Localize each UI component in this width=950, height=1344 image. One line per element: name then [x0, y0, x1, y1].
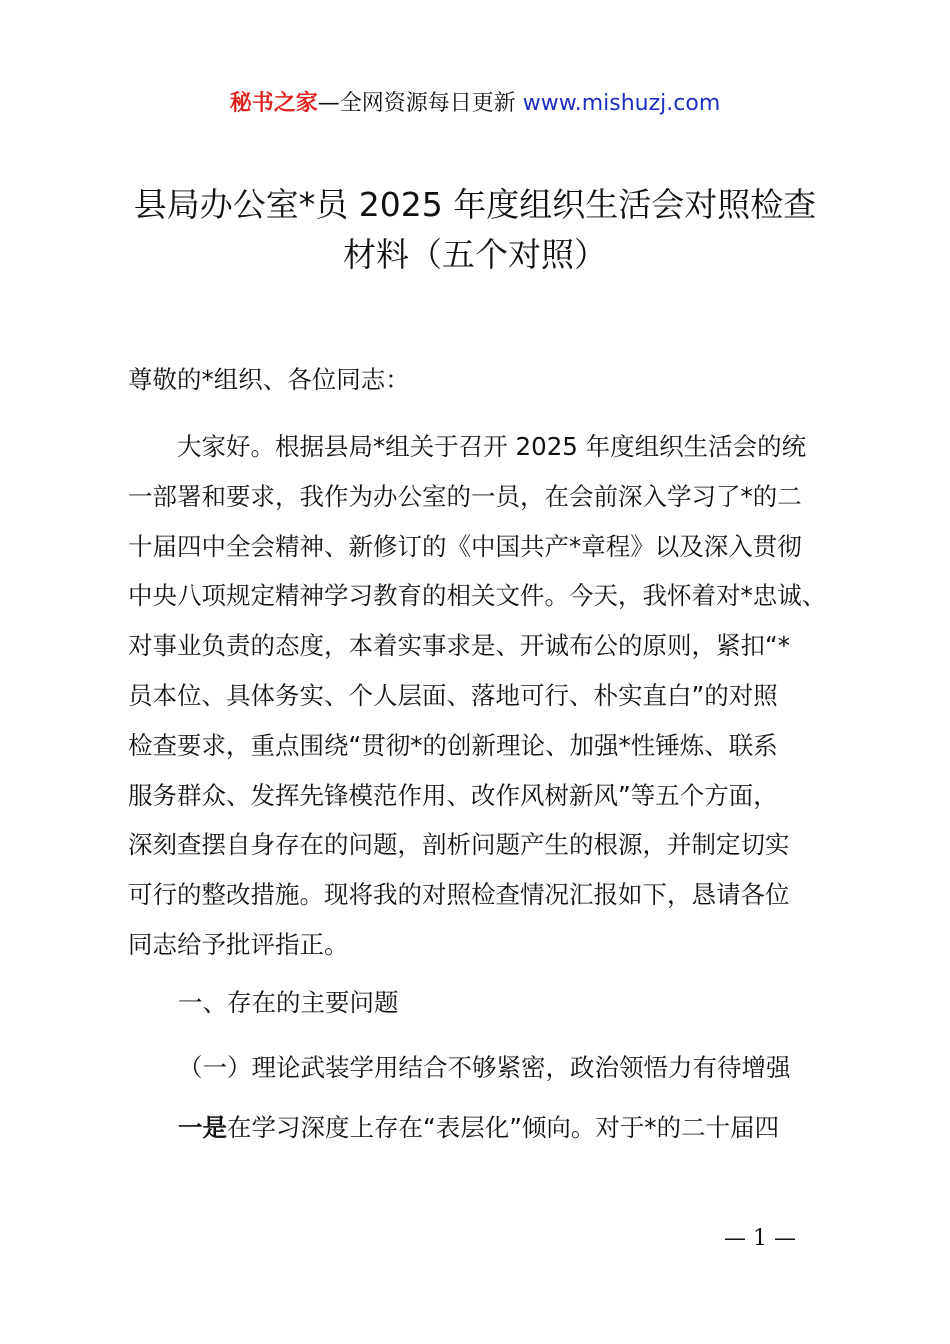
salutation: 尊敬的*组织、各位同志：	[128, 365, 410, 394]
paragraph-line: 员本位、具体务实、个人层面、落地可行、朴实直白”的对照	[128, 680, 778, 710]
section-heading: 一、存在的主要问题	[178, 988, 399, 1017]
site-header	[0, 86, 950, 122]
paragraph-line: 十届四中全会精神、新修订的《中国共产*章程》以及深入贯彻	[128, 531, 802, 561]
intro-paragraph	[128, 422, 834, 970]
paragraph-line: 一部署和要求，我作为办公室的一员，在会前深入学习了*的二	[128, 481, 802, 511]
brand-name: 秘书之家	[229, 91, 318, 116]
paragraph-line: 中央八项规定精神学习教育的相关文件。今天，我怀着对*忠诚、	[128, 581, 827, 611]
paragraph-line: 深刻查摆自身存在的问题，剖析问题产生的根源，并制定切实	[128, 830, 790, 860]
item-lead: 一是	[178, 1113, 227, 1142]
paragraph-line: 大家好。根据县局*组关于召开 2025 年度组织生活会的统	[128, 432, 807, 461]
title-line: 材料（五个对照）	[343, 235, 607, 274]
paragraph-line: 对事业负责的态度，本着实事求是、开诚布公的原则，紧扣“*	[128, 631, 790, 661]
paragraph-line: 同志给予批评指正。	[128, 929, 349, 959]
paragraph-line: 检查要求，重点围绕“贯彻*的创新理论、加强*性锤炼、联系	[128, 730, 778, 760]
paragraph-line: 服务群众、发挥先锋模范作用、改作风树新风”等五个方面，	[128, 780, 778, 810]
item-text: 在学习深度上存在“表层化”倾向。对于*的二十届四	[227, 1113, 780, 1142]
site-url-link[interactable]: www.mishuzj.com	[522, 91, 721, 116]
header-tagline: —全网资源每日更新	[317, 91, 523, 116]
page-number: — 1 —	[724, 1226, 796, 1251]
document-title	[120, 180, 830, 280]
paragraph-line: 可行的整改措施。现将我的对照检查情况汇报如下，恳请各位	[128, 880, 790, 910]
item-line	[178, 1105, 838, 1151]
title-line: 县局办公室*员 2025 年度组织生活会对照检查	[133, 185, 817, 224]
subsection-heading: （一）理论武装学用结合不够紧密，政治领悟力有待增强	[178, 1053, 791, 1082]
